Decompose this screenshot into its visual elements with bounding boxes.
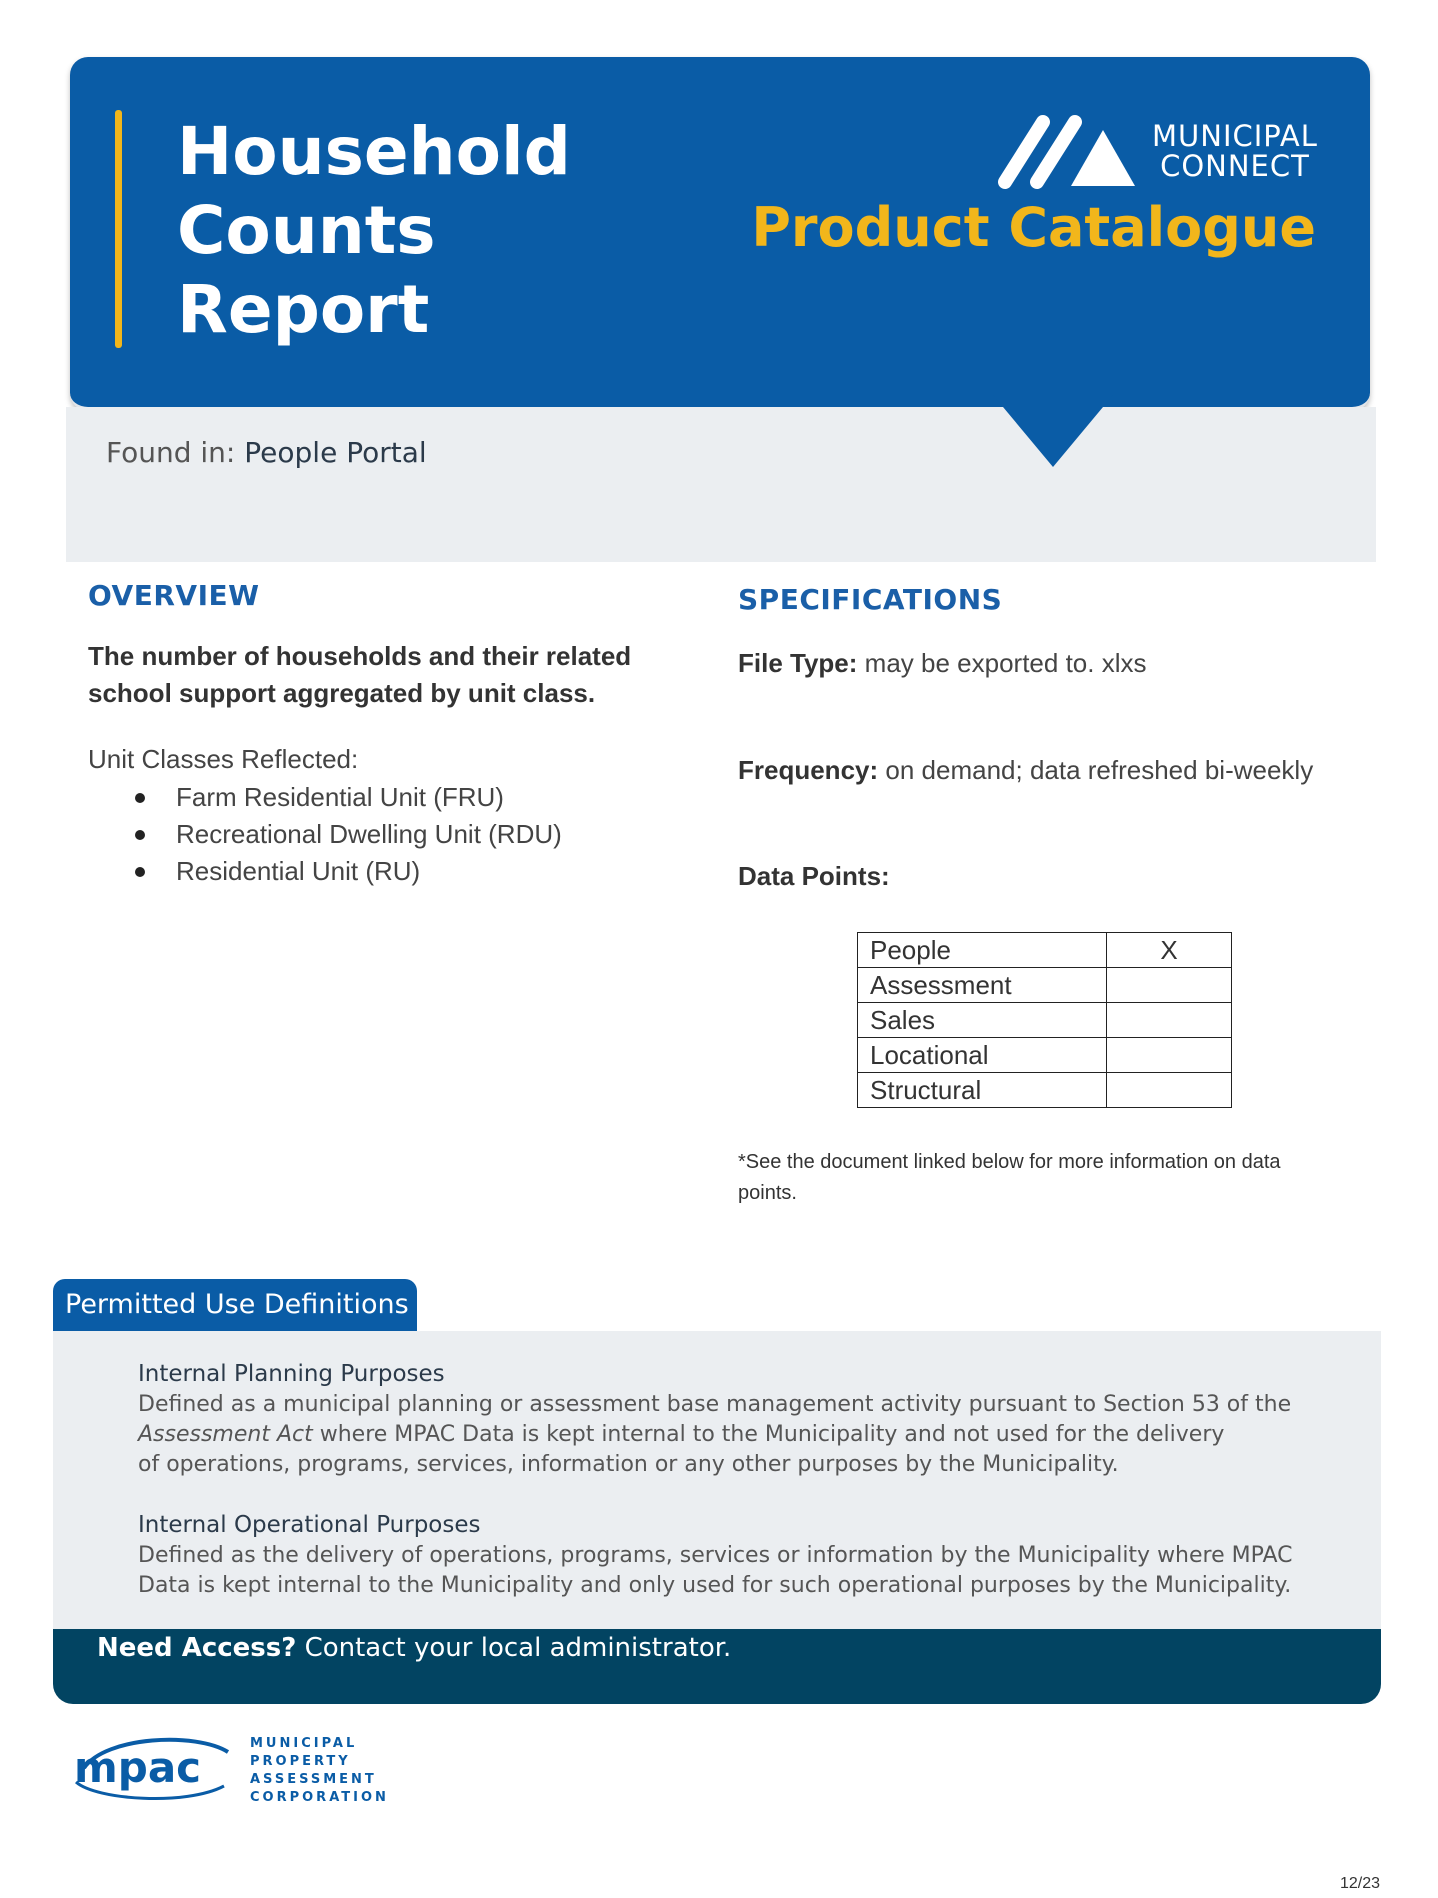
file-type-value: may be exported to. xlxs bbox=[864, 648, 1147, 678]
frequency-value: on demand; data refreshed bi-weekly bbox=[885, 755, 1314, 785]
brand-name bbox=[1152, 121, 1318, 181]
unit-classes-label: Unit Classes Reflected: bbox=[88, 744, 359, 774]
data-point-name: People bbox=[858, 933, 1107, 968]
data-points-label: Data Points: bbox=[738, 861, 890, 891]
mpac-word: CORPORATION bbox=[250, 1790, 389, 1805]
list-item: Residential Unit (RU) bbox=[130, 853, 562, 890]
header-pointer-icon bbox=[993, 395, 1113, 479]
definition-line: Data is kept internal to the Municipality and only used for such operational purposes by the Municipality. bbox=[138, 1573, 1292, 1598]
file-type-label: File Type: bbox=[738, 648, 858, 678]
definition-title: Internal Operational Purposes bbox=[138, 1512, 481, 1538]
title-line: Report bbox=[177, 271, 430, 348]
definition-line: of operations, programs, services, information or any other purposes by the Municipality. bbox=[138, 1452, 1119, 1477]
found-in-band bbox=[66, 407, 1376, 562]
definition-title: Internal Planning Purposes bbox=[138, 1361, 445, 1387]
need-access-text bbox=[97, 1633, 731, 1663]
mpac-logo-text: mpac bbox=[74, 1743, 202, 1792]
page-title bbox=[177, 112, 571, 349]
definition-text bbox=[138, 1390, 1318, 1480]
data-points-table bbox=[857, 932, 1232, 1108]
mpac-word: ASSESSMENT bbox=[250, 1772, 377, 1787]
file-type bbox=[738, 648, 1146, 679]
data-point-mark bbox=[1107, 1003, 1232, 1038]
mpac-logo-icon bbox=[66, 1730, 236, 1810]
table-row bbox=[858, 968, 1232, 1003]
data-point-name: Sales bbox=[858, 1003, 1107, 1038]
data-point-mark bbox=[1107, 1073, 1232, 1108]
data-points-footnote: *See the document linked below for more information on data points. bbox=[738, 1151, 1281, 1204]
definition-line bbox=[138, 1420, 1318, 1450]
data-point-name: Locational bbox=[858, 1038, 1107, 1073]
list-item: Recreational Dwelling Unit (RDU) bbox=[130, 816, 562, 853]
found-in-value: People Portal bbox=[244, 436, 427, 469]
table-row bbox=[858, 933, 1232, 968]
specifications-heading: SPECIFICATIONS bbox=[738, 583, 1003, 616]
frequency bbox=[738, 755, 1313, 786]
brand-line: CONNECT bbox=[1160, 149, 1310, 183]
mpac-word: MUNICIPAL bbox=[250, 1736, 358, 1751]
definition-text bbox=[138, 1541, 1318, 1601]
mpac-word: PROPERTY bbox=[250, 1754, 351, 1769]
title-accent-bar bbox=[115, 110, 122, 348]
overview-description: The number of households and their related school support aggregated by unit class. bbox=[88, 641, 632, 708]
brand-line: MUNICIPAL bbox=[1152, 119, 1318, 153]
data-point-mark bbox=[1107, 968, 1232, 1003]
data-point-mark: X bbox=[1107, 933, 1232, 968]
municipal-connect-logo-icon bbox=[995, 112, 1135, 192]
list-item: Farm Residential Unit (FRU) bbox=[130, 779, 562, 816]
unit-classes-list bbox=[130, 779, 562, 890]
page-number: 12/23 bbox=[1339, 1875, 1380, 1892]
found-in bbox=[106, 436, 427, 469]
permitted-use-title: Permitted Use Definitions bbox=[65, 1289, 409, 1320]
need-access-contact: Contact your local administrator. bbox=[296, 1633, 732, 1663]
catalogue-label: Product Catalogue bbox=[751, 196, 1316, 259]
table-row bbox=[858, 1038, 1232, 1073]
table-row bbox=[858, 1073, 1232, 1108]
data-point-mark bbox=[1107, 1038, 1232, 1073]
title-line: Household bbox=[177, 113, 571, 190]
mpac-wordmark bbox=[250, 1735, 389, 1807]
data-point-name: Structural bbox=[858, 1073, 1107, 1108]
overview-heading: OVERVIEW bbox=[88, 579, 260, 612]
found-in-label: Found in: bbox=[106, 436, 236, 469]
act-name: Assessment Act bbox=[138, 1422, 313, 1447]
definition-line-part: where MPAC Data is kept internal to the Municipality and not used for the delivery bbox=[312, 1422, 1225, 1447]
definition-line: Defined as a municipal planning or assessment base management activity pursuant to Section 53 of the bbox=[138, 1392, 1292, 1417]
data-point-name: Assessment bbox=[858, 968, 1107, 1003]
need-access-strong: Need Access? bbox=[97, 1633, 297, 1663]
table-row bbox=[858, 1003, 1232, 1038]
definition-line: Defined as the delivery of operations, programs, services or information by the Municipality where MPAC bbox=[138, 1543, 1293, 1568]
frequency-label: Frequency: bbox=[738, 755, 879, 785]
title-line: Counts bbox=[177, 192, 436, 269]
